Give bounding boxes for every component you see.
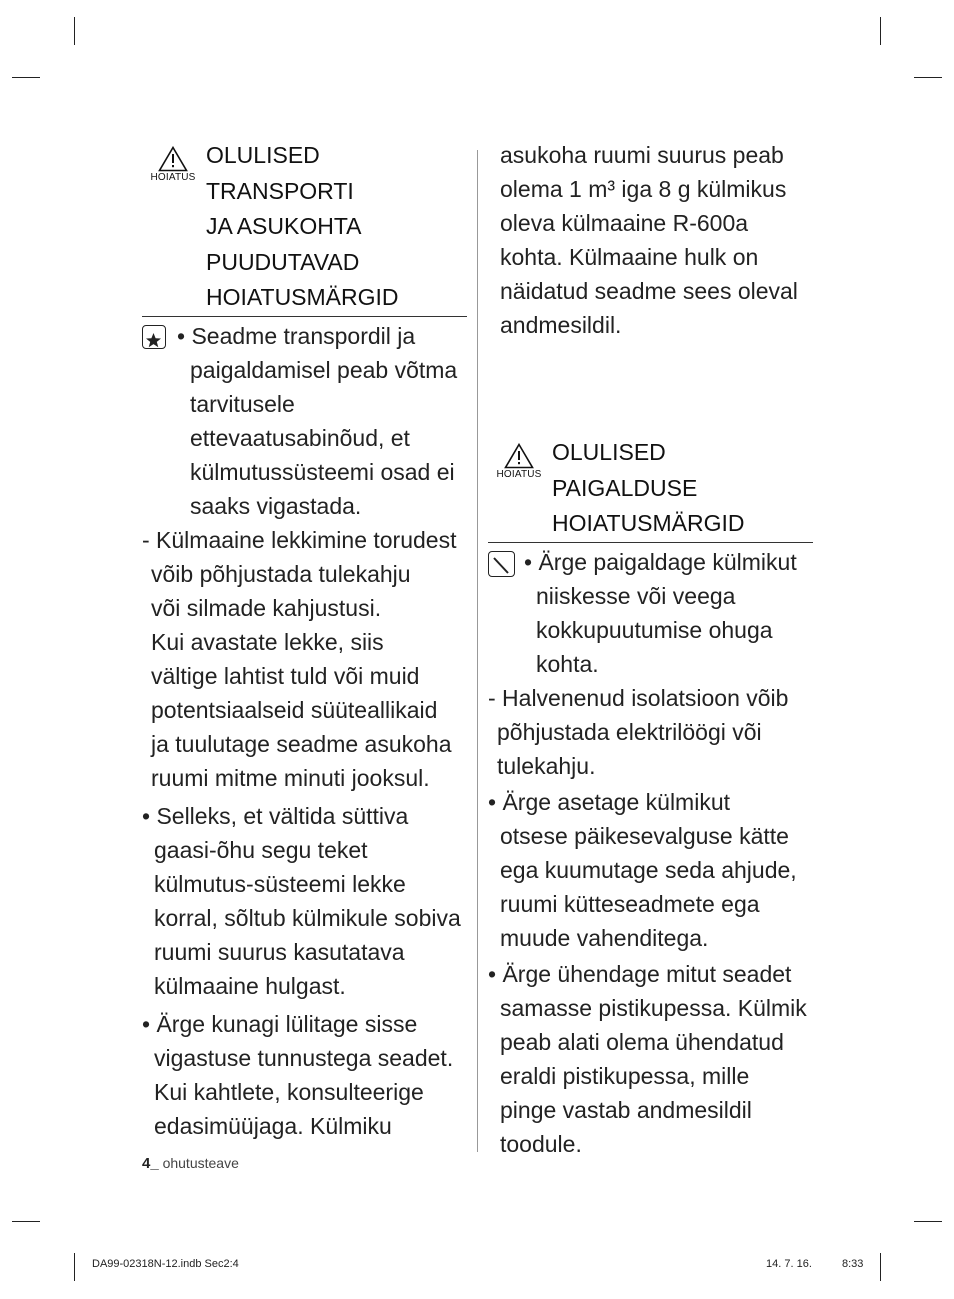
text-line: külmaaine hulgast.	[154, 972, 346, 999]
text-line: samasse pistikupessa. Külmik	[500, 994, 807, 1021]
text-line: muude vahenditega.	[500, 924, 709, 951]
crop-mark	[12, 1221, 40, 1222]
text-line: - Halvenenud isolatsioon võib	[488, 684, 789, 711]
text-line: Kui avastate lekke, siis	[151, 628, 384, 655]
section-name: ohutusteave	[158, 1155, 239, 1171]
continued-paragraph	[488, 138, 813, 342]
text-line: võib põhjustada tulekahju	[151, 560, 411, 587]
crop-mark	[12, 77, 40, 78]
crop-mark	[914, 1221, 942, 1222]
prohibited-in-square-icon	[488, 551, 515, 577]
title-line: OLULISED	[206, 142, 320, 168]
print-slug-time: 8:33	[842, 1258, 864, 1270]
text-line: kokkupuutumise ohuga	[536, 616, 773, 643]
text-line: Kui kahtlete, konsulteerige	[154, 1078, 424, 1105]
warning-label: HOIATUS	[496, 469, 542, 480]
installation-warning-header	[488, 435, 813, 543]
bullet-gas-mixture	[142, 799, 467, 1003]
print-slug-file: DA99-02318N-12.indb Sec2:4	[92, 1258, 239, 1270]
text-line: edasimüüjaga. Külmiku	[154, 1112, 392, 1139]
text-line: • Ärge asetage külmikut	[488, 788, 731, 815]
warning-label: HOIATUS	[150, 172, 196, 183]
text-line: olema 1 m³ iga 8 g külmikus	[500, 176, 787, 202]
bullet-sockets	[488, 957, 813, 1161]
text-line: vältige lahtist tuld või muid	[151, 662, 420, 689]
text-line: külmutus-süsteemi lekke	[154, 870, 406, 897]
crop-mark	[914, 77, 942, 78]
page-footer	[142, 1155, 239, 1172]
text-line: ja tuulutage seadme asukoha	[151, 730, 452, 757]
bullet-sunlight	[488, 785, 813, 955]
text-line: oleva külmaaine R-600a	[500, 210, 749, 236]
title-line: HOIATUSMÄRGID	[552, 510, 745, 536]
text-line: tulekahju.	[497, 752, 596, 779]
text-line: kohta.	[536, 650, 599, 677]
text-line: peab alati olema ühendatud	[500, 1028, 784, 1055]
title-line: JA ASUKOHTA	[206, 213, 362, 239]
text-line: - Külmaaine lekkimine torudest	[142, 526, 457, 553]
text-line: kohta. Külmaaine hulk on	[500, 244, 759, 270]
warning-badge	[148, 146, 198, 184]
text-line: • Ärge kunagi lülitage sisse	[142, 1010, 418, 1037]
text-line: paigaldamisel peab võtma	[190, 356, 458, 383]
transport-warning-header	[142, 138, 467, 317]
text-line: näidatud seadme sees oleval	[500, 278, 798, 304]
warning-triangle-icon	[158, 146, 188, 172]
section-title	[552, 435, 813, 542]
text-line: ruumi kütteseadmete ega	[500, 890, 760, 917]
text-line: niiskesse või veega	[536, 582, 736, 609]
bullet-damaged-device	[142, 1007, 467, 1143]
title-line: TRANSPORTI	[206, 177, 354, 204]
right-column	[488, 138, 813, 1161]
title-line: PUUDUTAVAD	[206, 248, 360, 275]
crop-mark	[880, 17, 881, 45]
text-line: saaks vigastada.	[190, 492, 362, 519]
text-line: korral, sõltub külmikule sobiva	[154, 904, 461, 931]
section-title	[206, 138, 467, 316]
text-line: pinge vastab andmesildil	[500, 1096, 752, 1123]
text-line: • Ärge paigaldage külmikut	[524, 548, 797, 575]
crop-mark	[880, 1253, 881, 1281]
bullet-transport	[142, 319, 467, 523]
title-line: PAIGALDUSE	[552, 474, 698, 501]
warning-triangle-icon	[504, 443, 534, 469]
text-line: gaasi-õhu segu teket	[154, 836, 368, 863]
title-line: HOIATUSMÄRGID	[206, 284, 399, 310]
text-line: tarvitusele	[190, 390, 295, 417]
column-divider	[477, 150, 478, 1152]
warning-badge	[494, 443, 544, 481]
text-line: vigastuse tunnustega seadet.	[154, 1044, 454, 1071]
text-line: ega kuumutage seda ahjude,	[500, 856, 797, 883]
title-line: OLULISED	[552, 439, 666, 465]
page-number: 4_	[142, 1155, 159, 1172]
bullet-moisture	[488, 545, 813, 681]
text-line: • Selleks, et vältida süttiva	[142, 802, 409, 829]
text-line: külmutussüsteemi osad ei	[190, 458, 455, 485]
crop-mark	[74, 1253, 75, 1281]
text-line: • Seadme transpordil ja	[177, 322, 416, 349]
star-in-square-icon	[142, 325, 166, 349]
text-line: • Ärge ühendage mitut seadet	[488, 960, 792, 987]
text-line: asukoha ruumi suurus peab	[500, 142, 784, 168]
text-line: otsese päikesevalguse kätte	[500, 822, 789, 849]
text-line: ettevaatusabinõud, et	[190, 424, 410, 451]
dash-insulation	[488, 681, 813, 783]
text-line: toodule.	[500, 1130, 582, 1157]
text-line: ruumi mitme minuti jooksul.	[151, 764, 430, 791]
crop-mark	[74, 17, 75, 45]
text-line: põhjustada elektrilöögi või	[497, 718, 762, 745]
text-line: eraldi pistikupessa, mille	[500, 1062, 750, 1089]
text-line: potentsiaalseid süüteallikaid	[151, 696, 438, 723]
dash-leak	[142, 523, 467, 795]
left-column	[142, 138, 467, 1143]
print-slug-date: 14. 7. 16.	[766, 1258, 812, 1270]
text-line: või silmade kahjustusi.	[151, 594, 382, 621]
text-line: ruumi suurus kasutatava	[154, 938, 405, 965]
text-line: andmesildil.	[500, 312, 622, 338]
